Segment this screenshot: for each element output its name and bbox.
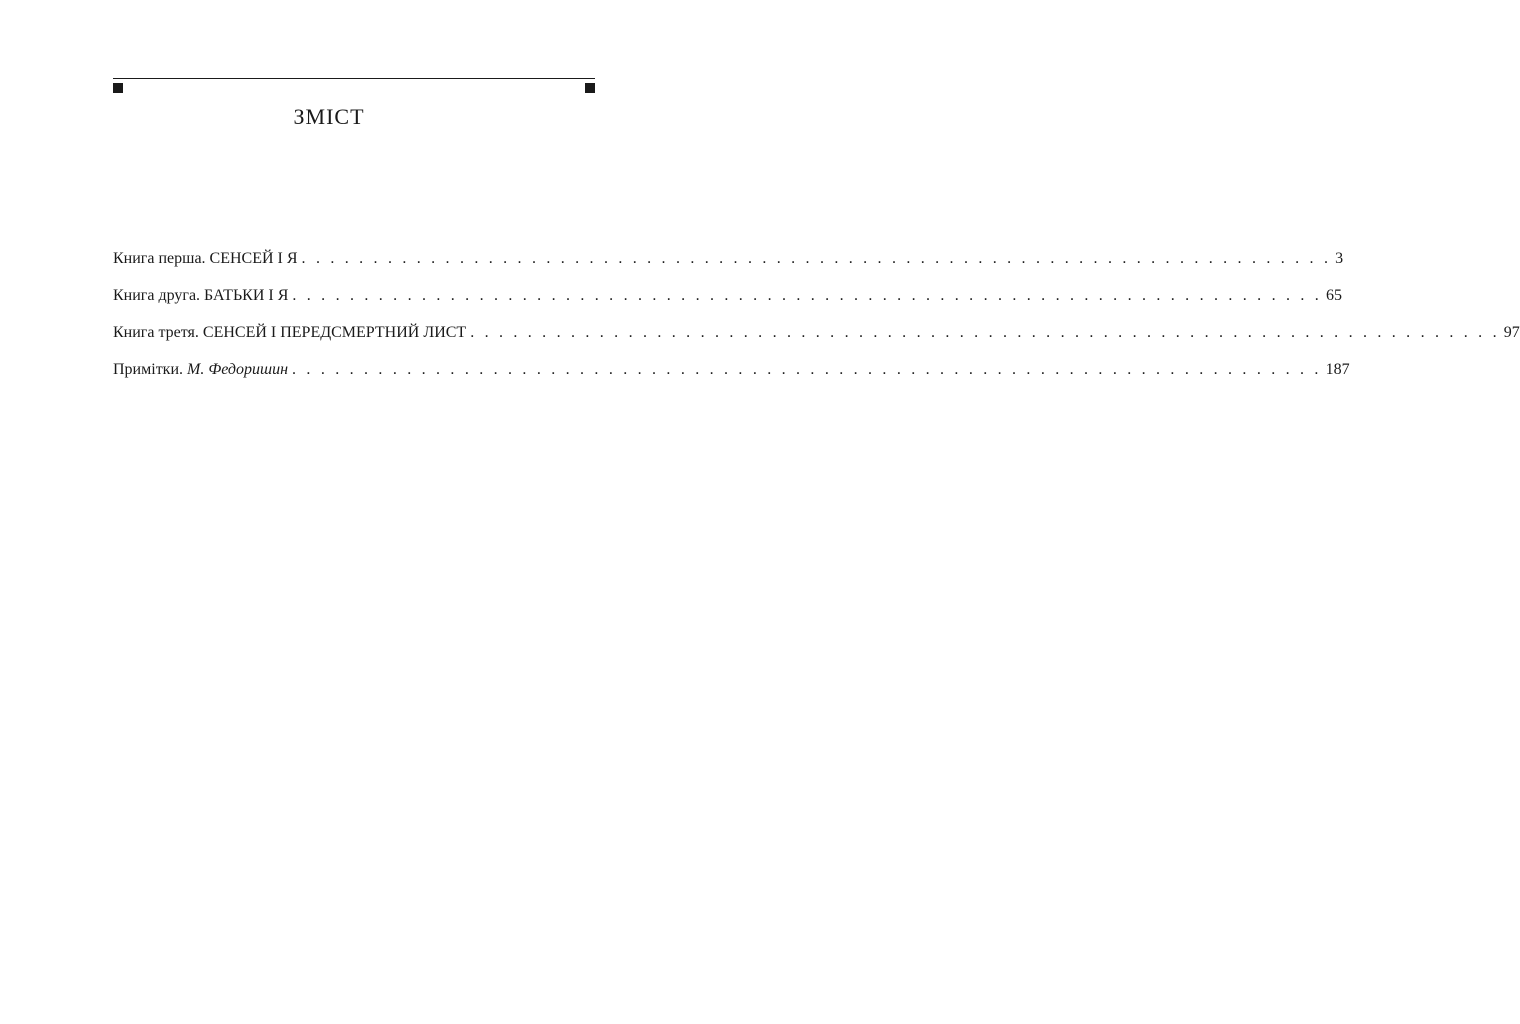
corner-square-left <box>113 83 123 93</box>
header-rule <box>113 78 595 79</box>
toc-page-number: 65 <box>1325 287 1342 304</box>
toc-entry-label: Примітки. <box>113 361 184 378</box>
page-title: ЗМІСТ <box>293 104 365 129</box>
toc-page-number: 187 <box>1325 361 1350 378</box>
toc-entry <box>113 284 1342 321</box>
toc-page-number: 97 <box>1503 324 1520 341</box>
dot-leader: . . . . . . . . . . . . . . . . . . . . . . . . . . . . . . . . . . . . . . . . . . . . . . . . . . . . . . . . . . . . . . . . . . . . . . . . <box>292 287 1322 304</box>
toc-entry <box>113 321 1520 358</box>
corner-square-right <box>585 83 595 93</box>
dot-leader: . . . . . . . . . . . . . . . . . . . . . . . . . . . . . . . . . . . . . . . . . . . . . . . . . . . . . . . . . . . . . . . . . . . . . . . . <box>301 250 1332 267</box>
table-of-contents <box>113 247 1520 395</box>
dot-leader: . . . . . . . . . . . . . . . . . . . . . . . . . . . . . . . . . . . . . . . . . . . . . . . . . . . . . . . . . . . . . . . . . . . . . . . . <box>292 361 1322 378</box>
toc-entry-title: Книга третя. СЕНСЕЙ І ПЕРЕДСМЕРТНИЙ ЛИСТ <box>113 324 467 341</box>
toc-entry-title: Книга перша. СЕНСЕЙ І Я <box>113 250 298 267</box>
toc-entry <box>113 247 1344 284</box>
toc-page-number: 3 <box>1335 250 1344 267</box>
toc-entry-title <box>113 358 288 382</box>
toc-entry <box>113 358 1350 395</box>
toc-entry-title: Книга друга. БАТЬКИ І Я <box>113 287 289 304</box>
dot-leader: . . . . . . . . . . . . . . . . . . . . . . . . . . . . . . . . . . . . . . . . . . . . . . . . . . . . . . . . . . . . . . . . . . . . . . . . <box>470 324 1500 341</box>
toc-entry-author: М. Федоришин <box>187 361 289 378</box>
